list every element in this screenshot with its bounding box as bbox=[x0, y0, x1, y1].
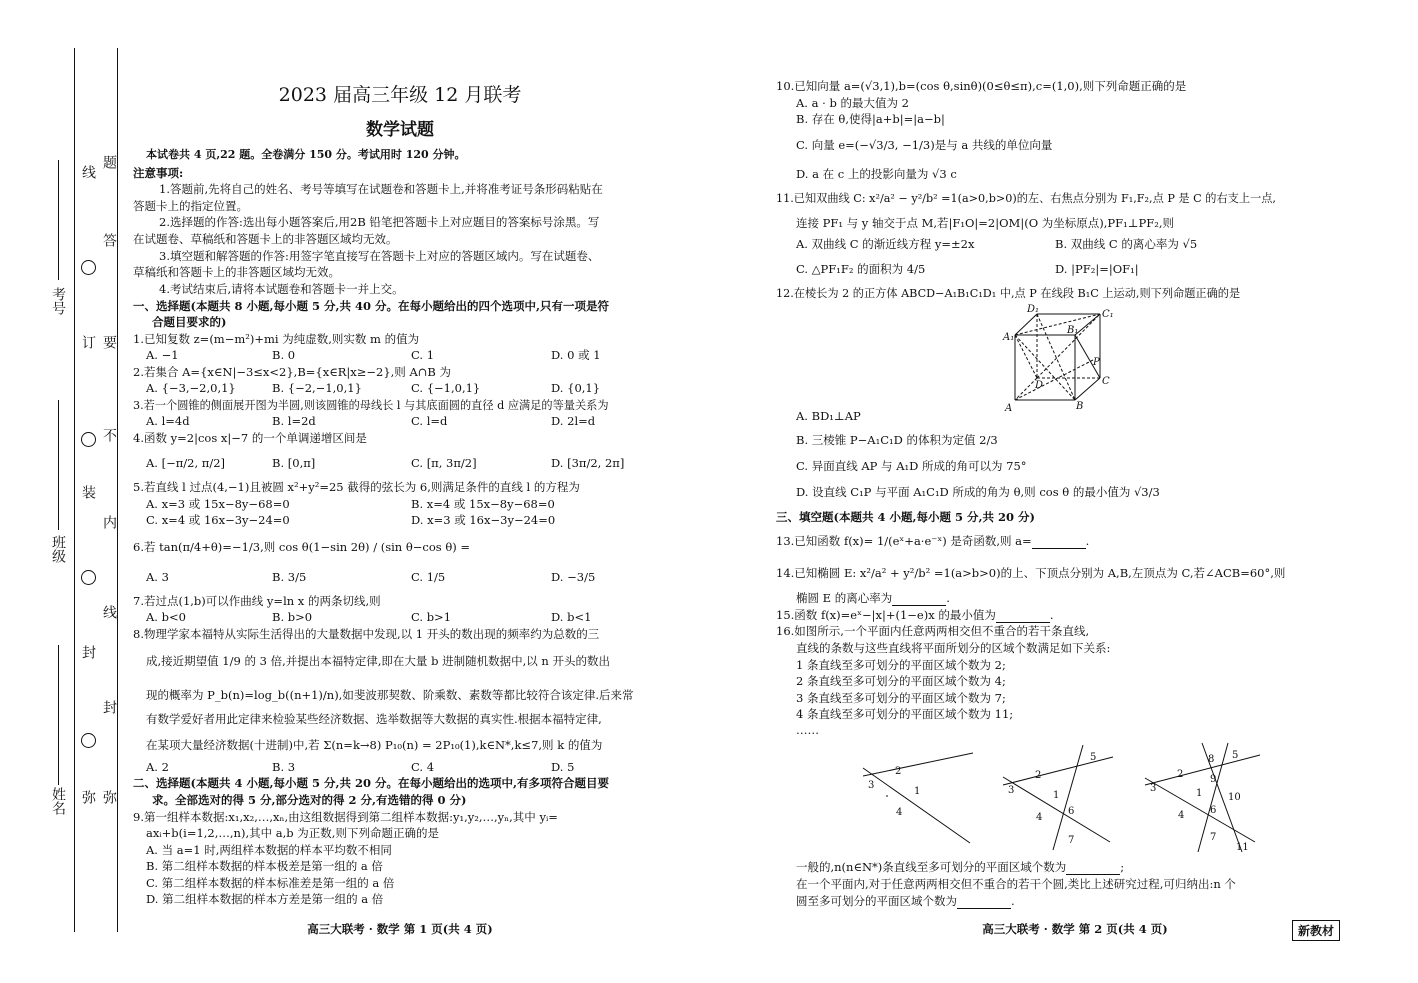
fig3-region: 7 bbox=[1210, 832, 1217, 843]
lines-figure-3 bbox=[1140, 740, 1270, 855]
q15 bbox=[776, 608, 1054, 623]
notice-line: 4.考试结束后,请将本试题卷和答题卡一并上交。 bbox=[159, 282, 404, 296]
cube-label-A1: A₁ bbox=[1003, 332, 1015, 343]
q16-end-text: 一般的,n(n∈N*)条直线至多可划分的平面区域个数为 bbox=[796, 860, 1067, 874]
section-1-heading: 合题目要求的) bbox=[152, 315, 227, 329]
q16-conclusion-2 bbox=[796, 894, 1015, 909]
section-1-heading: 一、选择题(本题共 8 小题,每小题 5 分,共 40 分。在每小题给出的四个选项中,只有一项是符 bbox=[133, 299, 609, 313]
q10-line: C. 向量 e=(−√3/3, −1/3)是与 a 共线的单位向量 bbox=[796, 138, 1053, 152]
fig2-region: 3 bbox=[1008, 785, 1015, 796]
fig1-region: 3 bbox=[868, 780, 875, 791]
fig3-region: 4 bbox=[1178, 810, 1185, 821]
q5-option: D. x=3 或 16x−3y−24=0 bbox=[411, 513, 556, 527]
q1-option: B. 0 bbox=[272, 348, 296, 362]
cube-label-B1: B₁ bbox=[1067, 325, 1079, 336]
q6-option: B. 3/5 bbox=[272, 570, 307, 584]
q16-line: 直线的条数与这些直线将平面所划分的区域个数满足如下关系: bbox=[796, 641, 1111, 655]
fig3-region: 10 bbox=[1228, 792, 1241, 803]
q10-line: B. 存在 θ,使得|a+b|=|a−b| bbox=[796, 112, 945, 126]
q4-option: B. [0,π] bbox=[272, 456, 316, 470]
fig3-region: 1 bbox=[1196, 788, 1203, 799]
q14 bbox=[796, 591, 950, 606]
q13-blank[interactable] bbox=[1032, 536, 1086, 549]
fig2-region: 7 bbox=[1068, 835, 1075, 846]
q2-option: A. {−3,−2,0,1} bbox=[146, 381, 236, 395]
q11-option: D. |PF₂|=|OF₁| bbox=[1055, 262, 1139, 276]
cube-label-C1: C₁ bbox=[1102, 309, 1114, 320]
q12-option: B. 三棱锥 P−A₁C₁D 的体积为定值 2/3 bbox=[796, 433, 998, 447]
q13-period: . bbox=[1085, 534, 1090, 548]
q15-period: . bbox=[1049, 608, 1054, 622]
page-1-footer: 高三大联考 · 数学 第 1 页(共 4 页) bbox=[307, 922, 493, 936]
q7-option: D. b<1 bbox=[551, 610, 592, 624]
q12-option: D. 设直线 C₁P 与平面 A₁C₁D 所成的角为 θ,则 cos θ 的最小值为 √3/3 bbox=[796, 485, 1160, 499]
q1-option: A. −1 bbox=[146, 348, 179, 362]
notice-line: 答题卡上的指定位置。 bbox=[133, 199, 248, 213]
cube-label-P: P bbox=[1093, 357, 1100, 368]
inner-word-feng: 封 bbox=[101, 700, 117, 714]
q13 bbox=[776, 534, 1089, 549]
inner-word-mi: 弥 bbox=[101, 790, 117, 804]
seal-circle bbox=[81, 432, 96, 447]
cube-label-D1: D₁ bbox=[1027, 304, 1040, 315]
inner-word-da: 答 bbox=[101, 233, 117, 247]
q7-option: B. b>0 bbox=[272, 610, 313, 624]
q12-option: C. 异面直线 AP 与 A₁D 所成的角可以为 75° bbox=[796, 459, 1027, 473]
q16-line: 3 条直线至多可划分的平面区域个数为 7; bbox=[796, 691, 1006, 705]
q3-stem: 3.若一个圆锥的侧面展开图为半圆,则该圆锥的母线长 l 与其底面圆的直径 d 应满足的等量关系为 bbox=[133, 399, 609, 412]
q16-line: 1 条直线至多可划分的平面区域个数为 2; bbox=[796, 658, 1006, 672]
q10-line: 10.已知向量 a=(√3,1),b=(cos θ,sinθ)(0≤θ≤π),c=(1,0),则下列命题正确的是 bbox=[776, 79, 1187, 93]
q4-stem: 4.函数 y=2|cos x|−7 的一个单调递增区间是 bbox=[133, 431, 367, 445]
cube-label-C: C bbox=[1102, 376, 1110, 387]
q9-line: C. 第二组样本数据的样本标准差是第一组的 a 倍 bbox=[146, 876, 395, 890]
q3-option: A. l=4d bbox=[146, 414, 190, 428]
q16-line: …… bbox=[796, 723, 819, 737]
label-xingming: 姓名 bbox=[50, 787, 66, 815]
q11-option: B. 双曲线 C 的离心率为 √5 bbox=[1055, 237, 1198, 251]
fig3-region: 8 bbox=[1208, 754, 1215, 765]
q16-end-line: 在一个平面内,对于任意两两相交但不重合的若干个圆,类比上述研究过程,可归纳出:n 个 bbox=[796, 877, 1236, 891]
q3-option: C. l=d bbox=[411, 414, 448, 428]
q7-option: A. b<0 bbox=[146, 610, 186, 624]
seal-word-mi: 弥 bbox=[80, 790, 96, 804]
q6-option: D. −3/5 bbox=[551, 570, 596, 584]
q11-line: 11.已知双曲线 C: x²/a² − y²/b² =1(a>0,b>0)的左、右焦点分别为 F₁,F₂,点 P 是 C 的右支上一点, bbox=[776, 192, 1276, 205]
q13-text: 13.已知函数 f(x)= 1/(eˣ+a·e⁻ˣ) 是奇函数,则 a= bbox=[776, 534, 1032, 548]
q16-semicolon: ; bbox=[1120, 860, 1125, 874]
inner-word-bu: 不 bbox=[101, 428, 117, 442]
seal-circle bbox=[81, 570, 96, 585]
inner-word-xian: 线 bbox=[101, 605, 117, 619]
q1-stem: 1.已知复数 z=(m−m²)+mi 为纯虚数,则实数 m 的值为 bbox=[133, 332, 420, 346]
q8-line: 8.物理学家本福特从实际生活得出的大量数据中发现,以 1 开头的数出现的频率约为总数的三 bbox=[133, 627, 600, 641]
section-3-heading: 三、填空题(本题共 4 小题,每小题 5 分,共 20 分) bbox=[776, 510, 1035, 524]
q8-option: A. 2 bbox=[146, 760, 169, 774]
cube-label-D: D bbox=[1035, 380, 1044, 391]
q2-option: D. {0,1} bbox=[551, 381, 601, 395]
q11-option: C. △PF₁F₂ 的面积为 4/5 bbox=[796, 262, 926, 276]
q8-option: B. 3 bbox=[272, 760, 296, 774]
q6-option: A. 3 bbox=[146, 570, 169, 584]
notice-line: 草稿纸和答题卡上的非答题区域均无效。 bbox=[133, 265, 340, 279]
seal-word-zhuang: 装 bbox=[80, 485, 96, 499]
exam-title: 2023 届高三年级 12 月联考 bbox=[278, 84, 522, 106]
binding-outer-line bbox=[74, 48, 75, 932]
page-2-footer: 高三大联考 · 数学 第 2 页(共 4 页) bbox=[982, 922, 1168, 936]
fig2-region: 1 bbox=[1053, 790, 1060, 801]
fig2-region: 5 bbox=[1090, 752, 1097, 763]
q5-option: A. x=3 或 15x−8y−68=0 bbox=[146, 497, 290, 511]
section-2-heading: 求。全部选对的得 5 分,部分选对的得 2 分,有选错的得 0 分) bbox=[152, 793, 467, 807]
q3-option: B. l=2d bbox=[272, 414, 316, 428]
seal-circle bbox=[81, 733, 96, 748]
q16-blank-1[interactable] bbox=[1066, 862, 1120, 875]
fig2-region: 4 bbox=[1036, 812, 1043, 823]
fig1-region: 4 bbox=[896, 807, 903, 818]
fig3-region: 5 bbox=[1232, 750, 1239, 761]
notice-line: 2.选择题的作答:选出每小题答案后,用2B 铅笔把答题卡上对应题目的答案标号涂黑。写 bbox=[159, 215, 600, 229]
fig3-region: 2 bbox=[1177, 769, 1184, 780]
exam-info: 本试卷共 4 页,22 题。全卷满分 150 分。考试用时 120 分钟。 bbox=[146, 148, 466, 161]
q6-option: C. 1/5 bbox=[411, 570, 446, 584]
q16-line: 4 条直线至多可划分的平面区域个数为 11; bbox=[796, 707, 1014, 721]
q1-option: D. 0 或 1 bbox=[551, 348, 601, 362]
q5-option: B. x=4 或 15x−8y−68=0 bbox=[411, 497, 555, 511]
q16-line: 16.如图所示,一个平面内任意两两相交但不重合的若干条直线, bbox=[776, 624, 1090, 638]
q2-stem: 2.若集合 A={x∈N|−3≤x<2},B={x∈R|x≥−2},则 A∩B 为 bbox=[133, 365, 452, 379]
q11-option: A. 双曲线 C 的渐近线方程 y=±2x bbox=[796, 237, 975, 251]
q16-conclusion bbox=[796, 860, 1124, 875]
q16-blank-2[interactable] bbox=[957, 896, 1011, 909]
q4-option: D. [3π/2, 2π] bbox=[551, 456, 625, 470]
q9-line: A. 当 a=1 时,两组样本数据的样本平均数不相同 bbox=[146, 843, 392, 857]
q12-stem: 12.在棱长为 2 的正方体 ABCD−A₁B₁C₁D₁ 中,点 P 在线段 B₁C 上运动,则下列命题正确的是 bbox=[776, 287, 1241, 300]
q12-option: A. BD₁⊥AP bbox=[796, 409, 861, 423]
fig2-region: 6 bbox=[1068, 806, 1075, 817]
q14-blank[interactable] bbox=[892, 593, 946, 606]
seal-word-feng: 封 bbox=[80, 645, 96, 659]
q15-text: 15.函数 f(x)=eˣ−|x|+(1−e)x 的最小值为 bbox=[776, 608, 996, 622]
q2-option: C. {−1,0,1} bbox=[411, 381, 481, 395]
q14-line: 14.已知椭圆 E: x²/a² + y²/b² =1(a>b>0)的上、下顶点分别为 A,B,左顶点为 C,若∠ACB=60°,则 bbox=[776, 566, 1286, 580]
inner-word-ti: 题 bbox=[101, 155, 117, 169]
field-banji[interactable] bbox=[58, 400, 59, 530]
fig2-region: 2 bbox=[1035, 770, 1042, 781]
fig3-region: 6 bbox=[1210, 805, 1217, 816]
field-xingming[interactable] bbox=[58, 645, 59, 785]
q8-line: 成,接近期望值 1/9 的 3 倍,并提出本福特定律,即在大量 b 进制随机数据中,以 n 开头的数出 bbox=[146, 654, 610, 668]
q6-stem: 6.若 tan(π/4+θ)=−1/3,则 cos θ(1−sin 2θ) / (sin θ−cos θ) = bbox=[133, 540, 471, 554]
q8-line: 现的概率为 P_b(n)=log_b((n+1)/n),如斐波那契数、阶乘数、素数等都比较符合该定律.后来常 bbox=[146, 688, 634, 702]
field-kaohao[interactable] bbox=[58, 160, 59, 280]
q8-option: D. 5 bbox=[551, 760, 575, 774]
notice-line: 在试题卷、草稿纸和答题卡上的非答题区域均无效。 bbox=[133, 232, 398, 246]
q8-line: 有数学爱好者用此定律来检验某些经济数据、选举数据等大数据的真实性.根据本福特定律, bbox=[146, 712, 602, 726]
q7-option: C. b>1 bbox=[411, 610, 452, 624]
q10-line: D. a 在 c 上的投影向量为 √3 c bbox=[796, 167, 957, 181]
fig1-region: 2 bbox=[895, 766, 902, 777]
new-textbook-badge: 新教材 bbox=[1292, 920, 1340, 941]
fig3-region: 3 bbox=[1150, 783, 1157, 794]
fig1-region: 1 bbox=[914, 786, 921, 797]
seal-word-xian: 线 bbox=[80, 165, 96, 179]
exam-subtitle: 数学试题 bbox=[366, 120, 434, 140]
q10-line: A. a · b 的最大值为 2 bbox=[796, 96, 909, 110]
binding-inner-line bbox=[117, 48, 118, 932]
section-2-heading: 二、选择题(本题共 4 小题,每小题 5 分,共 20 分。在每小题给出的选项中,有多项符合题目要 bbox=[133, 776, 609, 790]
q5-option: C. x=4 或 16x−3y−24=0 bbox=[146, 513, 290, 527]
q15-blank[interactable] bbox=[996, 610, 1050, 623]
q8-line: 在某项大量经济数据(十进制)中,若 Σ(n=k→8) P₁₀(n) = 2P₁₀(1),k∈N*,k≤7,则 k 的值为 bbox=[146, 738, 603, 752]
q14-period: . bbox=[946, 591, 950, 605]
q5-stem: 5.若直线 l 过点(4,−1)且被圆 x²+y²=25 截得的弦长为 6,则满足条件的直线 l 的方程为 bbox=[133, 480, 580, 494]
q4-option: A. [−π/2, π/2] bbox=[146, 456, 226, 470]
notice-line: 3.填空题和解答题的作答:用签字笔直接写在答题卡上对应的答题区域内。写在试题卷、 bbox=[159, 249, 600, 263]
notice-title: 注意事项: bbox=[133, 166, 184, 180]
q4-option: C. [π, 3π/2] bbox=[411, 456, 477, 470]
q9-line: B. 第二组样本数据的样本极差是第一组的 a 倍 bbox=[146, 859, 383, 873]
inner-word-yao: 要 bbox=[101, 335, 117, 349]
label-kaohao: 考号 bbox=[50, 287, 66, 315]
q8-option: C. 4 bbox=[411, 760, 435, 774]
q3-option: D. 2l=d bbox=[551, 414, 596, 428]
fig3-region: 11 bbox=[1236, 842, 1249, 853]
q16-end-text: 圆至多可划分的平面区域个数为 bbox=[796, 894, 957, 908]
cube-label-A: A bbox=[1005, 403, 1013, 414]
q16-line: 2 条直线至多可划分的平面区域个数为 4; bbox=[796, 674, 1006, 688]
q9-line: D. 第二组样本数据的样本方差是第一组的 a 倍 bbox=[146, 892, 384, 906]
q9-line: 9.第一组样本数据:x₁,x₂,…,xₙ,由这组数据得到第二组样本数据:y₁,y₂,…,yₙ,其中 yᵢ= bbox=[133, 810, 558, 824]
seal-word-ding: 订 bbox=[80, 335, 96, 349]
label-banji: 班级 bbox=[50, 535, 66, 563]
q11-line: 连接 PF₁ 与 y 轴交于点 M,若|F₁O|=2|OM|(O 为坐标原点),PF₁⊥PF₂,则 bbox=[796, 216, 1175, 230]
q2-option: B. {−2,−1,0,1} bbox=[272, 381, 362, 395]
fig3-region: 9 bbox=[1210, 774, 1217, 785]
q1-option: C. 1 bbox=[411, 348, 435, 362]
cube-label-B: B bbox=[1076, 401, 1084, 412]
q16-period: . bbox=[1011, 894, 1015, 908]
seal-circle bbox=[81, 260, 96, 275]
inner-word-nei: 内 bbox=[101, 515, 117, 529]
q9-line: axᵢ+b(i=1,2,…,n),其中 a,b 为正数,则下列命题正确的是 bbox=[146, 826, 439, 840]
q7-stem: 7.若过点(1,b)可以作曲线 y=ln x 的两条切线,则 bbox=[133, 594, 381, 608]
notice-line: 1.答题前,先将自己的姓名、考号等填写在试题卷和答题卡上,并将准考证号条形码粘贴在 bbox=[159, 182, 603, 196]
q14-text: 椭圆 E 的离心率为 bbox=[796, 591, 893, 605]
